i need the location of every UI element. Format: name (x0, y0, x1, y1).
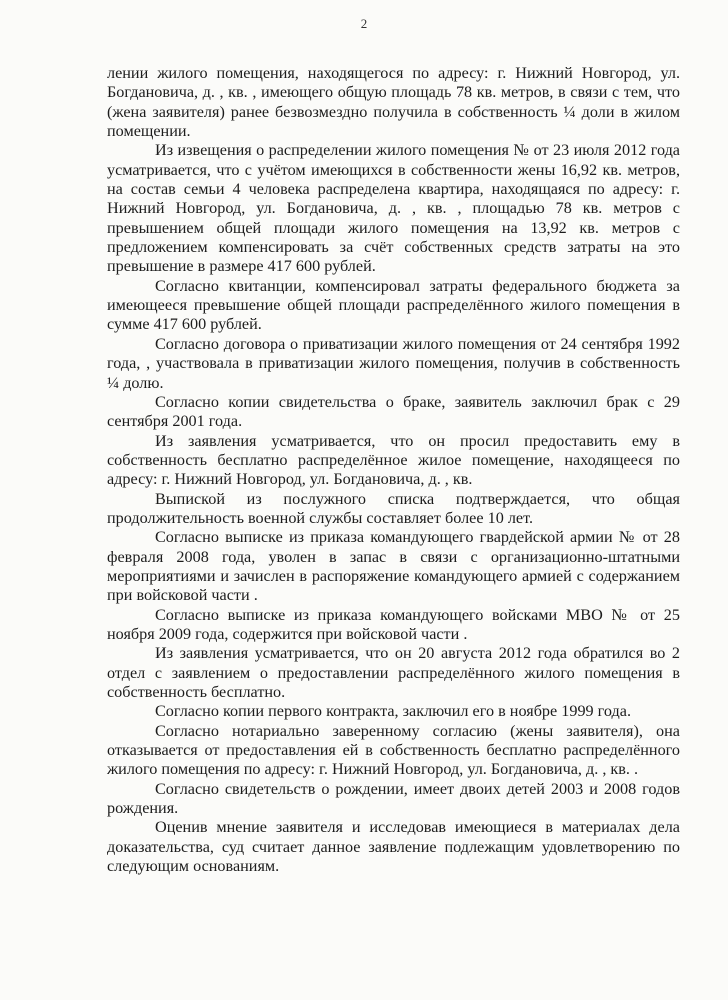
document-body (107, 64, 680, 876)
paragraph-contract: Согласно копии первого контракта, заключил его в ноябре 1999 года. (155, 702, 632, 721)
page-number: 2 (360, 16, 368, 31)
paragraph-birth-certificates: Согласно свидетельств о рождении, имеет двоих детей 2003 и 2008 годов рождения. (107, 779, 680, 818)
paragraph-mvo-order: Согласно выписке из приказа командующего войсками МВО № от 25 ноября 2009 года, содержится при войсковой части . (107, 605, 680, 643)
paragraph-service-record: Выпиской из послужного списка подтверждается, что общая продолжительность военной службы составляет более 10 лет. (107, 489, 680, 527)
paragraph-notice: Из извещения о распределении жилого помещения № от 23 июля 2012 года усматривается, что с учётом имеющихся в собственности жены 16,92 кв. метров, на состав семьи 4 человека распределена квартира, находящаяся по адресу: г. Нижний Новгород, ул. Богдановича, д. , кв. , площадью 78 кв. метров с превышением общей площади жилого помещения на 13,92 кв. метров с предложением компенсировать за счёт собственных средств затраты на это превышение в размере 417 600 рублей. (107, 141, 680, 276)
paragraph-court-conclusion: Оценив мнение заявителя и исследовав имеющиеся в материалах дела доказательства, суд считает данное заявление подлежащим удовлетворению по следующим основаниям. (107, 818, 680, 876)
paragraph-continuation: лении жилого помещения, находящегося по адресу: г. Нижний Новгород, ул. Богдановича, д. , кв. , имеющего общую площадь 78 кв. метров, в связи с тем, что (жена заявителя) ранее безвозмездно получила в собственность ¼ доли в жилом помещении. (107, 64, 680, 141)
paragraph-army-order: Согласно выписке из приказа командующего гвардейской армии № от 28 февраля 2008 года, уволен в запас в связи с организационно-штатными мероприятиями и зачислен в распоряжение командующего армией с содержанием при войсковой части . (107, 528, 680, 605)
paragraph-wife-consent: Согласно нотариально заверенному согласию (жены заявителя), она отказывается от предоставления ей в собственность бесплатно распределённого жилого помещения по адресу: г. Нижний Новгород, ул. Богдановича, д. , кв. . (107, 721, 680, 779)
paragraph-second-application: Из заявления усматривается, что он 20 августа 2012 года обратился во 2 отдел с заявлением о предоставлении распределённого жилого помещения в собственность бесплатно. (107, 644, 680, 701)
paragraph-marriage: Согласно копии свидетельства о браке, заявитель заключил брак с 29 сентября 2001 года. (107, 392, 680, 431)
paragraph-privatization: Согласно договора о приватизации жилого помещения от 24 сентября 1992 года, , участвовала в приватизации жилого помещения, получив в собственность ¼ долю. (107, 334, 680, 392)
paragraph-application: Из заявления усматривается, что он просил предоставить ему в собственность бесплатно распределённое жилое помещение, находящееся по адресу: г. Нижний Новгород, ул. Богдановича, д. , кв. (107, 431, 680, 489)
paragraph-receipt: Согласно квитанции, компенсировал затраты федерального бюджета за имеющееся превышение общей площади распределённого жилого помещения в сумме 417 600 рублей. (107, 276, 680, 334)
